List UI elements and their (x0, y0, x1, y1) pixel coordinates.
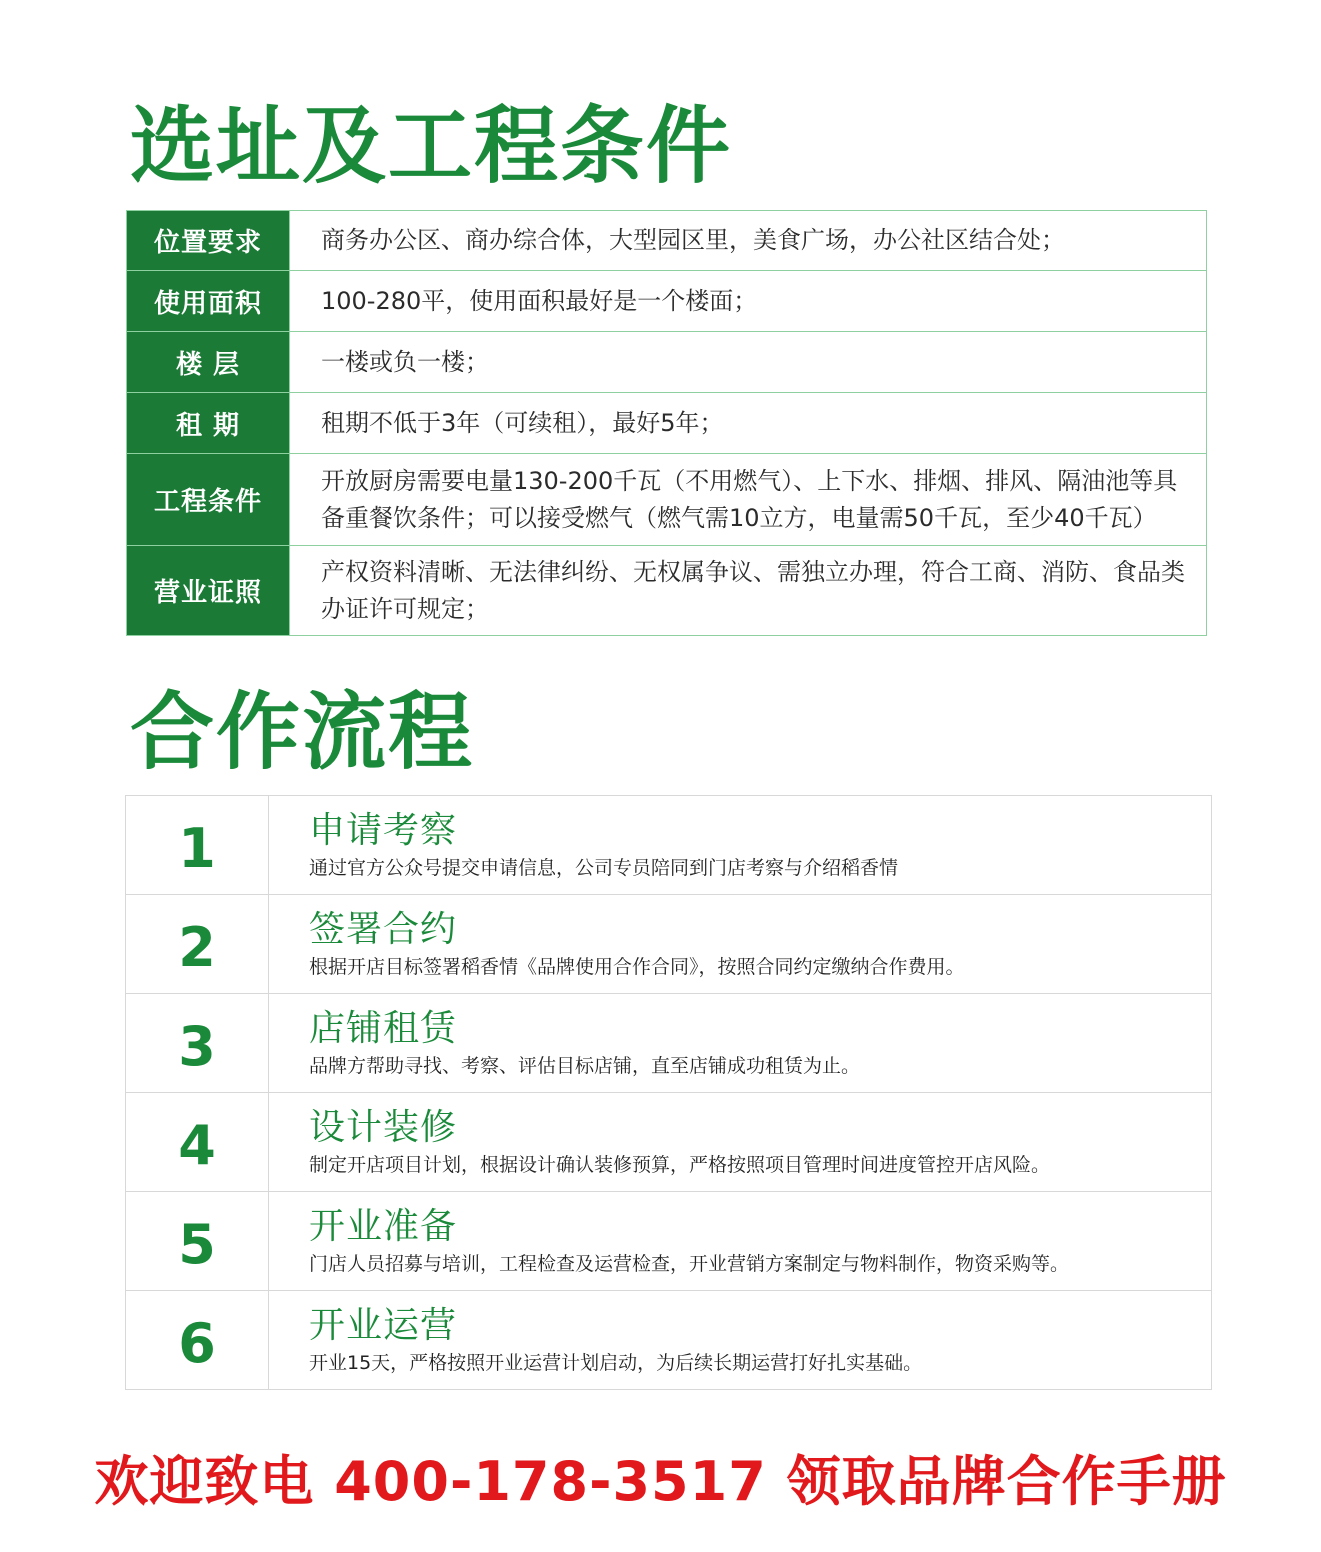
process-step (126, 796, 1211, 895)
step-number: 5 (126, 1192, 269, 1290)
row-label: 租 期 (127, 393, 290, 453)
table-row (127, 393, 1206, 454)
section-title-site-conditions: 选址及工程条件 (130, 97, 733, 195)
row-label: 营业证照 (127, 546, 290, 635)
table-row (127, 454, 1206, 546)
step-number: 4 (126, 1093, 269, 1191)
process-step (126, 994, 1211, 1093)
row-label: 使用面积 (127, 271, 290, 331)
process-step (126, 1291, 1211, 1389)
process-step (126, 1093, 1211, 1192)
step-number: 2 (126, 895, 269, 993)
process-step (126, 895, 1211, 994)
section-title-cooperation-process: 合作流程 (130, 683, 475, 781)
step-body (269, 1291, 1211, 1389)
row-label: 工程条件 (127, 454, 290, 545)
row-value: 开放厨房需要电量130-200千瓦（不用燃气）、上下水、排烟、排风、隔油池等具备重餐饮条件；可以接受燃气（燃气需10立方，电量需50千瓦，至少40千瓦） (321, 466, 1178, 532)
step-title: 签署合约 (309, 909, 458, 950)
step-title: 开业准备 (309, 1206, 458, 1247)
step-description: 门店人员招募与培训，工程检查及运营检查，开业营销方案制定与物料制作，物资采购等。 (309, 1253, 1070, 1275)
step-body (269, 994, 1211, 1092)
table-row (127, 271, 1206, 332)
row-value: 产权资料清晰、无法律纠纷、无权属争议、需独立办理，符合工商、消防、食品类办证许可规定； (321, 557, 1185, 623)
process-step (126, 1192, 1211, 1291)
step-description: 根据开店目标签署稻香情《品牌使用合作合同》，按照合同约定缴纳合作费用。 (309, 956, 965, 978)
table-row (127, 332, 1206, 393)
step-description: 开业15天，严格按照开业运营计划启动，为后续长期运营打好扎实基础。 (309, 1352, 923, 1374)
step-body (269, 1192, 1211, 1290)
row-value: 一楼或负一楼； (321, 347, 489, 376)
step-description: 通过官方公众号提交申请信息，公司专员陪同到门店考察与介绍稻香情 (309, 857, 899, 879)
row-value: 100-280平，使用面积最好是一个楼面； (321, 286, 758, 315)
step-title: 店铺租赁 (309, 1008, 458, 1049)
step-body (269, 1093, 1211, 1191)
step-body (269, 796, 1211, 894)
row-label: 位置要求 (127, 211, 290, 270)
row-value: 租期不低于3年（可续租），最好5年； (321, 408, 724, 437)
table-row (127, 546, 1206, 635)
requirements-table (126, 210, 1207, 636)
row-label: 楼 层 (127, 332, 290, 392)
process-table (125, 795, 1212, 1390)
step-number: 6 (126, 1291, 269, 1389)
row-value: 商务办公区、商办综合体，大型园区里，美食广场，办公社区结合处； (321, 226, 1065, 254)
step-number: 1 (126, 796, 269, 894)
step-title: 申请考察 (309, 810, 458, 851)
step-description: 品牌方帮助寻找、考察、评估目标店铺，直至店铺成功租赁为止。 (309, 1055, 861, 1077)
step-number: 3 (126, 994, 269, 1092)
step-body (269, 895, 1211, 993)
table-row (127, 211, 1206, 271)
step-title: 开业运营 (309, 1305, 458, 1346)
contact-call-to-action: 欢迎致电 400-178-3517 领取品牌合作手册 (94, 1450, 1227, 1513)
step-description: 制定开店项目计划，根据设计确认装修预算，严格按照项目管理时间进度管控开店风险。 (309, 1154, 1051, 1176)
step-title: 设计装修 (309, 1107, 458, 1148)
